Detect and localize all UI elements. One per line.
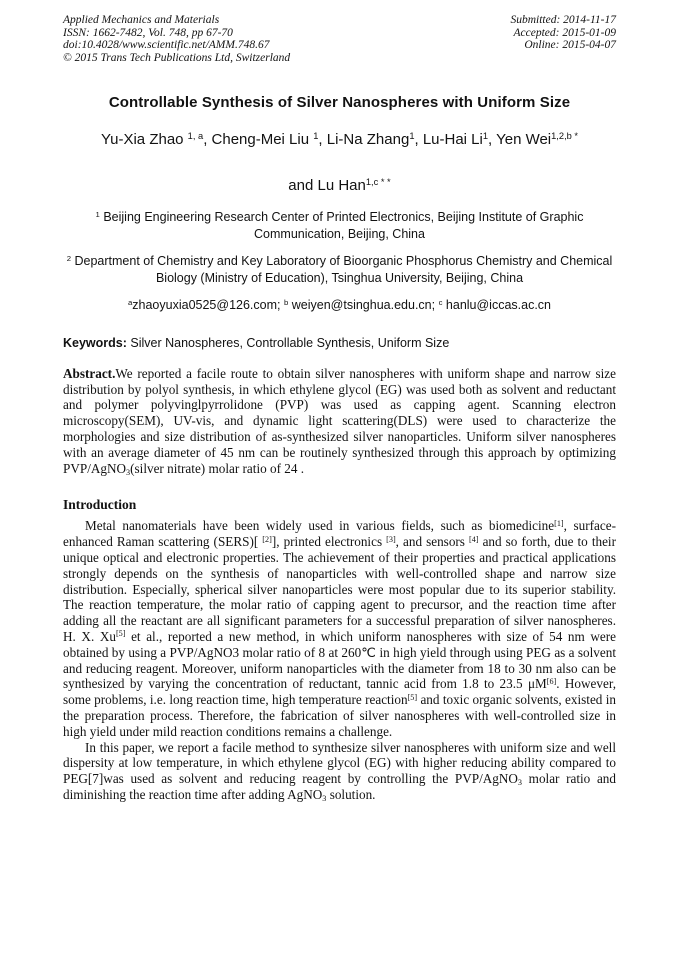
keywords-line [63,336,616,350]
submission-dates-block [510,14,616,65]
affiliation-1: $^1$ Beijing Engineering Research Center of Printed Electronics, Beijing Institute of Graphic Communication, Beijing, China [95,209,584,242]
journal-info-block [63,14,290,65]
introduction-heading: Introduction [63,497,137,513]
authors-line-2: and Lu Han$^{1,c * *}$ [288,176,391,194]
keywords-label: Keywords: [63,335,127,350]
keywords-value: Silver Nanospheres, Controllable Synthesis, Uniform Size [126,335,450,350]
paper-title: Controllable Synthesis of Silver Nanospheres with Uniform Size [108,93,571,111]
intro-paragraph-1: Metal nanomaterials have been widely used in various fields, such as biomedicine[1], surface-enhanced Raman scattering (SERS)[ [2]], printed electronics [3], and sensors [4] and so forth, due to their unique optical and electronic properties. The achievement of their properties and practical applications strongly depends on the synthesis of nanoparticles with well-controlled shape and narrow size distribution. Especially, spherical silver nanoparticles were most popular due to its superior stability. The reaction temperature, the molar ratio of capping agent to precursor, and the reaction time after adding all the reactant are all significant parameters for a successful preparation of silver nanospheres. H. X. Xu[5] et al., reported a new method, in which uniform nanospheres with size of 54 nm were obtained by using a PVP/AgNO3 molar ratio of 8 at 260℃ in high yield through using PEG as a solvent and reducing reagent. Moreover, uniform nanoparticles with the diameter from 18 to 30 nm also can be synthesized by varying the concentration of reductant, tannic acid from 1.8 to 23.5 μM[6]. However, some problems, i.e. long reaction time, high temperature reaction[5] and toxic organic solvents, existed in the preparation process. Therefore, the fabrication of silver nanospheres with well-controlled size in high yield under mild reaction conditions remains a challenge. [63,518,616,739]
accepted-date: Accepted: 2015-01-09 [513,26,616,39]
affiliation-2: $^2$ Department of Chemistry and Key Laboratory of Bioorganic Phosphorus Chemistry and Chemical Biology (Ministry of Education), Tsinghua University, Beijing, China [66,253,613,286]
author-emails: $^a$zhaoyuxia0525@126.com; $^b$ weiyen@tsinghua.edu.cn; $^c$ hanlu@iccas.ac.cn [127,297,552,312]
intro-paragraph-2: In this paper, we report a facile method to synthesize silver nanospheres with uniform size and well dispersity at low temperature, in which ethylene glycol (EG) with higher reducing ability compared to PEG[7]was used as solvent and reducing reagent by controlling the PVP/AgNO$_3$ molar ratio and diminishing the reaction time after adding AgNO$_3$ solution. [63,739,616,803]
journal-issn-volume: ISSN: 1662-7482, Vol. 748, pp 67-70 [63,26,233,39]
journal-doi: doi:10.4028/www.scientific.net/AMM.748.67 [63,39,270,52]
submitted-date: Submitted: 2014-11-17 [510,14,616,26]
authors-line-1: Yu-Xia Zhao $^{1, a}$, Cheng-Mei Liu $^1$, Li-Na Zhang$^1$, Lu-Hai Li$^1$, Yen Wei$^{1,2,b *}$ [100,130,579,148]
journal-name: Applied Mechanics and Materials [63,14,220,26]
online-date: Online: 2015-04-07 [524,39,616,52]
abstract-paragraph: Abstract.We reported a facile route to obtain silver nanospheres with uniform shape and narrow size distribution by polyol synthesis, in which ethylene glycol (EG) was used both as solvent and reductant and polymer polyvinglpyrrolidone (PVP) was used as capping agent. Scanning electron microscopy(SEM), UV-vis, and dynamic light scattering(DLS) were used to characterize the morphologies and size distribution of as-synthesized silver nanoparticles. Uniform silver nanospheres with an average diameter of 45 nm can be routinely synthesized through this approach by optimizing PVP/AgNO$_3$(silver nitrate) molar ratio of 24 . [63,365,616,477]
journal-header [63,14,616,65]
journal-copyright: © 2015 Trans Tech Publications Ltd, Switzerland [63,52,291,65]
